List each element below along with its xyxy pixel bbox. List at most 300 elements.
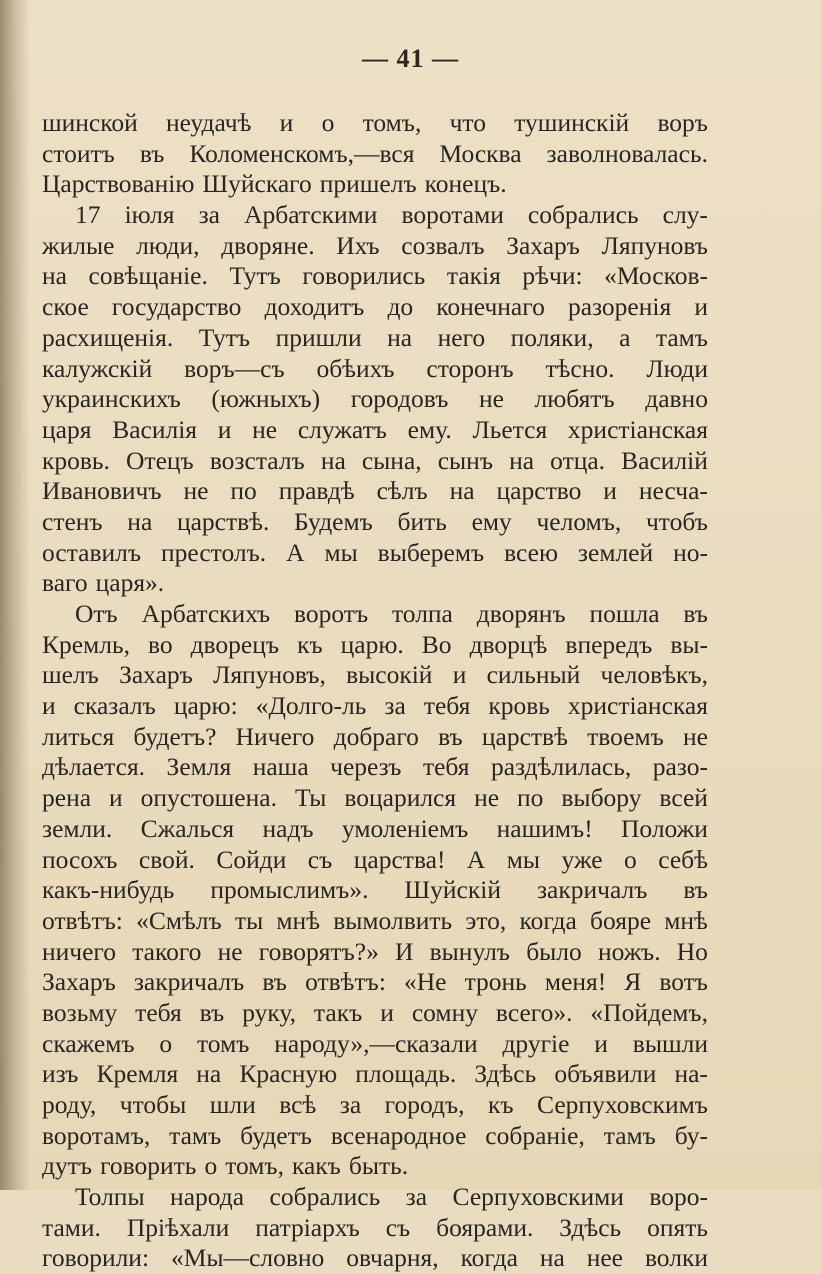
word: возьму	[42, 997, 118, 1027]
word: по	[517, 783, 544, 813]
word: тами.	[42, 1212, 101, 1242]
text-line	[42, 476, 708, 507]
word: іюля	[124, 200, 175, 230]
word: рена	[42, 783, 92, 813]
word: литься	[42, 721, 115, 751]
word: дворецъ	[190, 629, 280, 659]
word: Захаръ	[42, 967, 116, 997]
word: о	[321, 108, 335, 137]
word: за	[198, 200, 220, 230]
text-line	[42, 292, 708, 323]
word: городъ,	[384, 1090, 465, 1119]
word: мнѣ	[664, 905, 708, 935]
word: ничего	[42, 936, 117, 966]
word: и	[594, 1028, 608, 1058]
word: несча-	[638, 476, 708, 506]
text-line	[42, 752, 708, 783]
word: говорили:	[42, 1243, 150, 1273]
word: Люди	[646, 353, 708, 383]
word: шелъ	[42, 660, 99, 690]
word: пришли	[275, 322, 362, 352]
word: Ляпуновъ	[601, 230, 708, 260]
word: престолъ.	[161, 537, 267, 567]
word: и	[694, 292, 708, 322]
word: меня!	[544, 967, 607, 997]
word: не	[217, 936, 243, 966]
word: Тутъ	[198, 322, 251, 352]
word: дѣлается.	[42, 752, 146, 782]
word: не	[252, 414, 278, 444]
word: томъ,	[225, 1151, 284, 1181]
word: на	[539, 1243, 565, 1273]
word: будетъ	[240, 1120, 312, 1150]
text-line	[42, 323, 708, 354]
word: надъ	[262, 813, 314, 843]
word: Москва	[439, 138, 522, 168]
word: раздѣлилась,	[490, 752, 632, 782]
text-line	[42, 845, 708, 876]
word: ваго	[42, 568, 88, 598]
word: мы	[324, 537, 358, 567]
word: тушинскій	[514, 108, 630, 137]
word: пришелъ	[319, 169, 417, 199]
word: земли.	[42, 813, 113, 843]
word: выбору	[561, 783, 642, 813]
word: вымолвить	[333, 905, 453, 935]
word: площадь.	[355, 1059, 457, 1089]
text-line	[42, 568, 708, 599]
word: за	[339, 1090, 362, 1119]
word: отвѣтъ:	[42, 905, 123, 935]
text-line	[42, 1213, 708, 1244]
word: люди,	[136, 230, 200, 260]
word: тѣсно.	[545, 353, 615, 383]
word: говорятъ?»	[258, 936, 379, 966]
word: воро-	[649, 1182, 708, 1212]
word: конецъ.	[424, 169, 507, 199]
word: боярами.	[436, 1212, 534, 1242]
word: народу»,—сказали	[274, 1028, 478, 1058]
word: впередъ	[565, 629, 653, 659]
word: ское	[42, 292, 89, 322]
word: народа	[170, 1182, 245, 1212]
word: любятъ	[534, 384, 615, 414]
word: Здѣсь	[559, 1212, 622, 1242]
word: челомъ,	[536, 506, 622, 536]
word: «Не	[404, 967, 447, 997]
text-line	[42, 354, 708, 385]
word: волки	[644, 1243, 708, 1273]
word: такого	[132, 936, 202, 966]
word: тронь	[464, 967, 527, 997]
word: опять	[647, 1212, 708, 1242]
word: выберемъ	[377, 537, 485, 567]
word: Ихъ	[336, 230, 380, 260]
word: нашимъ!	[496, 813, 593, 843]
word: Захаръ	[119, 660, 193, 690]
word: тебя	[422, 752, 470, 782]
word: царю.	[340, 629, 404, 659]
word: слу-	[662, 200, 708, 230]
word: сынъ	[437, 445, 494, 475]
word: другіе	[502, 1028, 570, 1058]
word: Но	[676, 936, 708, 966]
word: такъ	[313, 997, 363, 1027]
text-line	[42, 906, 708, 937]
word: на	[127, 506, 153, 536]
word: украинскихъ	[42, 384, 181, 414]
word: Отецъ	[126, 445, 194, 475]
word: государство	[111, 292, 242, 322]
text-line	[42, 630, 708, 661]
word: тебя	[135, 997, 182, 1027]
word: закричалъ	[133, 967, 245, 997]
word: землей	[577, 537, 654, 567]
word: не	[478, 384, 504, 414]
word: Сойди	[216, 844, 287, 874]
text-line	[42, 1182, 708, 1213]
word: вышли	[632, 1028, 708, 1058]
word: на	[196, 1059, 222, 1089]
word: Арбатскими	[244, 200, 378, 230]
word: тамъ	[603, 1120, 656, 1150]
word: это,	[465, 905, 507, 935]
word: «Смѣлъ	[136, 905, 222, 935]
word: во	[147, 629, 173, 659]
word: черезъ	[330, 752, 402, 782]
word: было	[526, 936, 582, 966]
word: мнѣ	[276, 905, 321, 935]
word: стоитъ	[42, 138, 115, 168]
word: городовъ	[350, 384, 449, 414]
word: на	[320, 445, 346, 475]
word: человѣкъ,	[600, 660, 708, 690]
word: Серпуховскими	[452, 1182, 624, 1212]
word: собрались	[269, 1182, 381, 1212]
word: на	[449, 476, 475, 506]
word: сомну	[411, 997, 478, 1027]
word: служатъ	[297, 414, 387, 444]
word: Я	[624, 967, 642, 997]
word: пошла	[589, 599, 660, 628]
word: чтобъ	[645, 506, 708, 536]
text-line	[42, 599, 708, 630]
word: тамъ	[169, 1120, 222, 1150]
text-line	[42, 1090, 708, 1121]
word: съ	[385, 1212, 411, 1242]
word: сторонъ	[426, 353, 514, 383]
word: отца.	[550, 445, 606, 475]
word: въ	[438, 721, 463, 751]
word: и	[109, 783, 123, 813]
word: Ты	[294, 783, 327, 813]
word: Серпуховскимъ	[537, 1090, 708, 1119]
word: воръ—съ	[184, 353, 285, 383]
word: заволновалась.	[546, 138, 708, 168]
word: царя	[42, 414, 92, 444]
word: о	[624, 844, 637, 874]
word: и	[380, 997, 394, 1027]
text-line	[42, 384, 708, 415]
word: руку,	[242, 997, 296, 1027]
word: Отъ	[75, 599, 118, 628]
word: Василія	[112, 414, 198, 444]
word: такія	[446, 261, 501, 291]
word: добраго	[333, 721, 419, 751]
text-line	[42, 139, 708, 170]
word: овчарня,	[346, 1243, 439, 1273]
word: посохъ	[42, 844, 118, 874]
text-line	[42, 660, 708, 691]
word: царствѣ	[481, 721, 568, 751]
word: «Мы—словно	[170, 1243, 325, 1273]
word: умоленіемъ	[341, 813, 469, 843]
word: всенародное	[330, 1120, 467, 1150]
word: что	[449, 108, 486, 137]
word: не	[183, 476, 209, 506]
text-line	[42, 998, 708, 1029]
word: шли	[209, 1090, 256, 1119]
word: бояре	[590, 905, 652, 935]
word: царства!	[353, 844, 446, 874]
word: вынулъ	[429, 936, 510, 966]
word: вы-	[670, 629, 708, 659]
text-line	[42, 415, 708, 446]
word: жилые	[42, 230, 115, 260]
word: давно	[645, 384, 708, 414]
word: Ивановичъ	[42, 476, 162, 506]
word: сказалъ	[73, 691, 156, 721]
text-line	[42, 783, 708, 814]
word: тамъ	[655, 322, 708, 352]
word: Царствованію	[42, 169, 195, 199]
text-line	[42, 691, 708, 722]
word: Арбатскихъ	[141, 599, 271, 628]
word: воротами	[401, 200, 504, 230]
word: твоемъ	[587, 721, 664, 751]
word: и	[452, 660, 467, 690]
page-number: — 41 —	[362, 44, 459, 73]
text-line	[42, 169, 708, 200]
word: всего».	[495, 997, 573, 1027]
word: (южныхъ)	[211, 384, 321, 414]
word: Кремля	[96, 1059, 179, 1089]
text-line	[42, 1059, 708, 1090]
word: роду,	[42, 1090, 97, 1119]
word: на	[42, 261, 67, 291]
word: разо-	[652, 752, 708, 782]
word: чтобы	[119, 1090, 187, 1119]
word: мы	[506, 844, 541, 874]
word: въ	[683, 599, 708, 628]
word: Ляпуновъ,	[213, 660, 326, 690]
word: патріархъ	[255, 1212, 360, 1242]
word: правдѣ	[278, 476, 355, 506]
word: дворяне.	[221, 230, 315, 260]
word: уже	[561, 844, 603, 874]
word: Сжалься	[140, 813, 235, 843]
word: собраніе,	[485, 1120, 585, 1150]
word: воротъ	[294, 599, 369, 628]
word: дворцѣ	[469, 629, 548, 659]
word: калужскій	[42, 353, 153, 383]
word: Тутъ	[229, 261, 281, 291]
word: созвалъ	[401, 230, 485, 260]
word: Шуйскій	[404, 875, 501, 905]
word: какъ-нибудь	[42, 875, 175, 905]
word: расхищенія.	[42, 322, 174, 352]
word: Здѣсь	[474, 1059, 537, 1089]
word: бить	[397, 506, 447, 536]
word: Ничего	[235, 721, 315, 751]
word: нее	[586, 1243, 624, 1273]
word: къ	[487, 1090, 514, 1119]
word: изъ	[42, 1059, 79, 1089]
word: Земля	[166, 752, 232, 782]
word: и	[42, 691, 56, 721]
word: обѣихъ	[316, 353, 395, 383]
word: за	[384, 691, 406, 721]
word: воръ	[657, 108, 708, 137]
word: «Пойдемъ,	[590, 997, 708, 1027]
word: въ	[199, 997, 225, 1027]
word: томъ	[197, 1028, 250, 1058]
word: ему.	[407, 414, 452, 444]
word: дутъ	[42, 1151, 93, 1181]
word: въ	[683, 875, 708, 905]
word: совѣщаніе.	[88, 261, 208, 291]
word: закричалъ	[536, 875, 648, 905]
word: Будемъ	[294, 506, 373, 536]
text-line	[42, 231, 708, 262]
text-line	[42, 967, 708, 998]
text-line	[42, 108, 708, 139]
body-text	[42, 108, 708, 1274]
word: но-	[673, 537, 708, 567]
word: ты	[234, 905, 264, 935]
word: шинской	[42, 108, 138, 137]
word: наша	[252, 752, 309, 782]
word: толпа	[391, 599, 453, 628]
word: на-	[674, 1059, 708, 1089]
word: доходитъ	[264, 292, 365, 322]
word: него	[437, 322, 486, 352]
text-line	[42, 1121, 708, 1152]
word: когда	[519, 905, 577, 935]
text-line	[42, 446, 708, 477]
word: до	[387, 292, 414, 322]
word: А	[286, 537, 305, 567]
word: ему	[471, 506, 512, 536]
text-line	[42, 937, 708, 968]
word: и	[279, 108, 294, 137]
word: себѣ	[658, 844, 708, 874]
word: царствѣ.	[176, 506, 270, 536]
word: тебя	[423, 691, 471, 721]
word: быть.	[348, 1151, 409, 1181]
word: ножъ.	[597, 936, 661, 966]
word: о	[204, 1151, 218, 1181]
text-line	[42, 200, 708, 231]
text-line	[42, 1151, 708, 1182]
text-line	[42, 538, 708, 569]
word: за	[405, 1182, 428, 1212]
word: царя».	[95, 568, 165, 598]
word: о	[159, 1028, 173, 1058]
word: христіанская	[567, 414, 708, 444]
text-line	[42, 814, 708, 845]
text-line	[42, 261, 708, 292]
word: не	[683, 721, 708, 751]
word: поляки,	[510, 322, 594, 352]
word: 17	[75, 200, 101, 230]
word: Толпы	[75, 1182, 145, 1212]
word: свой.	[138, 844, 195, 874]
word: Шуйскаго	[202, 169, 312, 199]
text-line	[42, 722, 708, 753]
word: отвѣтъ:	[305, 967, 386, 997]
word: скажемъ	[42, 1028, 135, 1058]
word: сына,	[361, 445, 422, 475]
word: вотъ	[659, 967, 708, 997]
word: Пріѣхали	[126, 1212, 230, 1242]
word: Захаръ	[506, 230, 580, 260]
word: какъ	[291, 1151, 341, 1181]
word: И	[395, 936, 414, 966]
word: кровь.	[42, 445, 110, 475]
word: бу-	[674, 1120, 708, 1150]
word: воцарился	[344, 783, 457, 813]
word: христіанская	[567, 691, 708, 721]
word: Красную	[239, 1059, 338, 1089]
word: и	[603, 476, 617, 506]
word: конечнаго	[436, 292, 545, 322]
word: кровь	[488, 691, 550, 721]
word: дворянъ	[476, 599, 566, 628]
text-line	[42, 507, 708, 538]
word: Кремль,	[42, 629, 130, 659]
word: всею	[504, 537, 558, 567]
text-line	[42, 1029, 708, 1060]
word: «Долго-ль	[255, 691, 367, 721]
word: возсталъ	[209, 445, 305, 475]
word: Коломенскомъ,—вся	[189, 138, 415, 168]
word: на	[509, 445, 535, 475]
word: промыслимъ».	[210, 875, 369, 905]
word: оставилъ	[42, 537, 142, 567]
word: неудачѣ	[166, 108, 252, 137]
word: по	[230, 476, 257, 506]
word: не	[474, 783, 500, 813]
word: съ	[307, 844, 333, 874]
word: въ	[139, 138, 165, 168]
text-line	[42, 875, 708, 906]
word: а	[619, 322, 631, 352]
text-line	[42, 1243, 708, 1274]
word: Во	[421, 629, 452, 659]
word: томъ,	[362, 108, 422, 137]
word: всей	[659, 783, 708, 813]
word: воротамъ,	[42, 1120, 151, 1150]
word: когда	[460, 1243, 518, 1273]
word: разоренія	[567, 292, 672, 322]
word: высокій	[346, 660, 433, 690]
word: стенъ	[42, 506, 103, 536]
word: Положи	[621, 813, 708, 843]
word: царю:	[173, 691, 238, 721]
word: въ	[262, 967, 287, 997]
word: А	[466, 844, 486, 874]
